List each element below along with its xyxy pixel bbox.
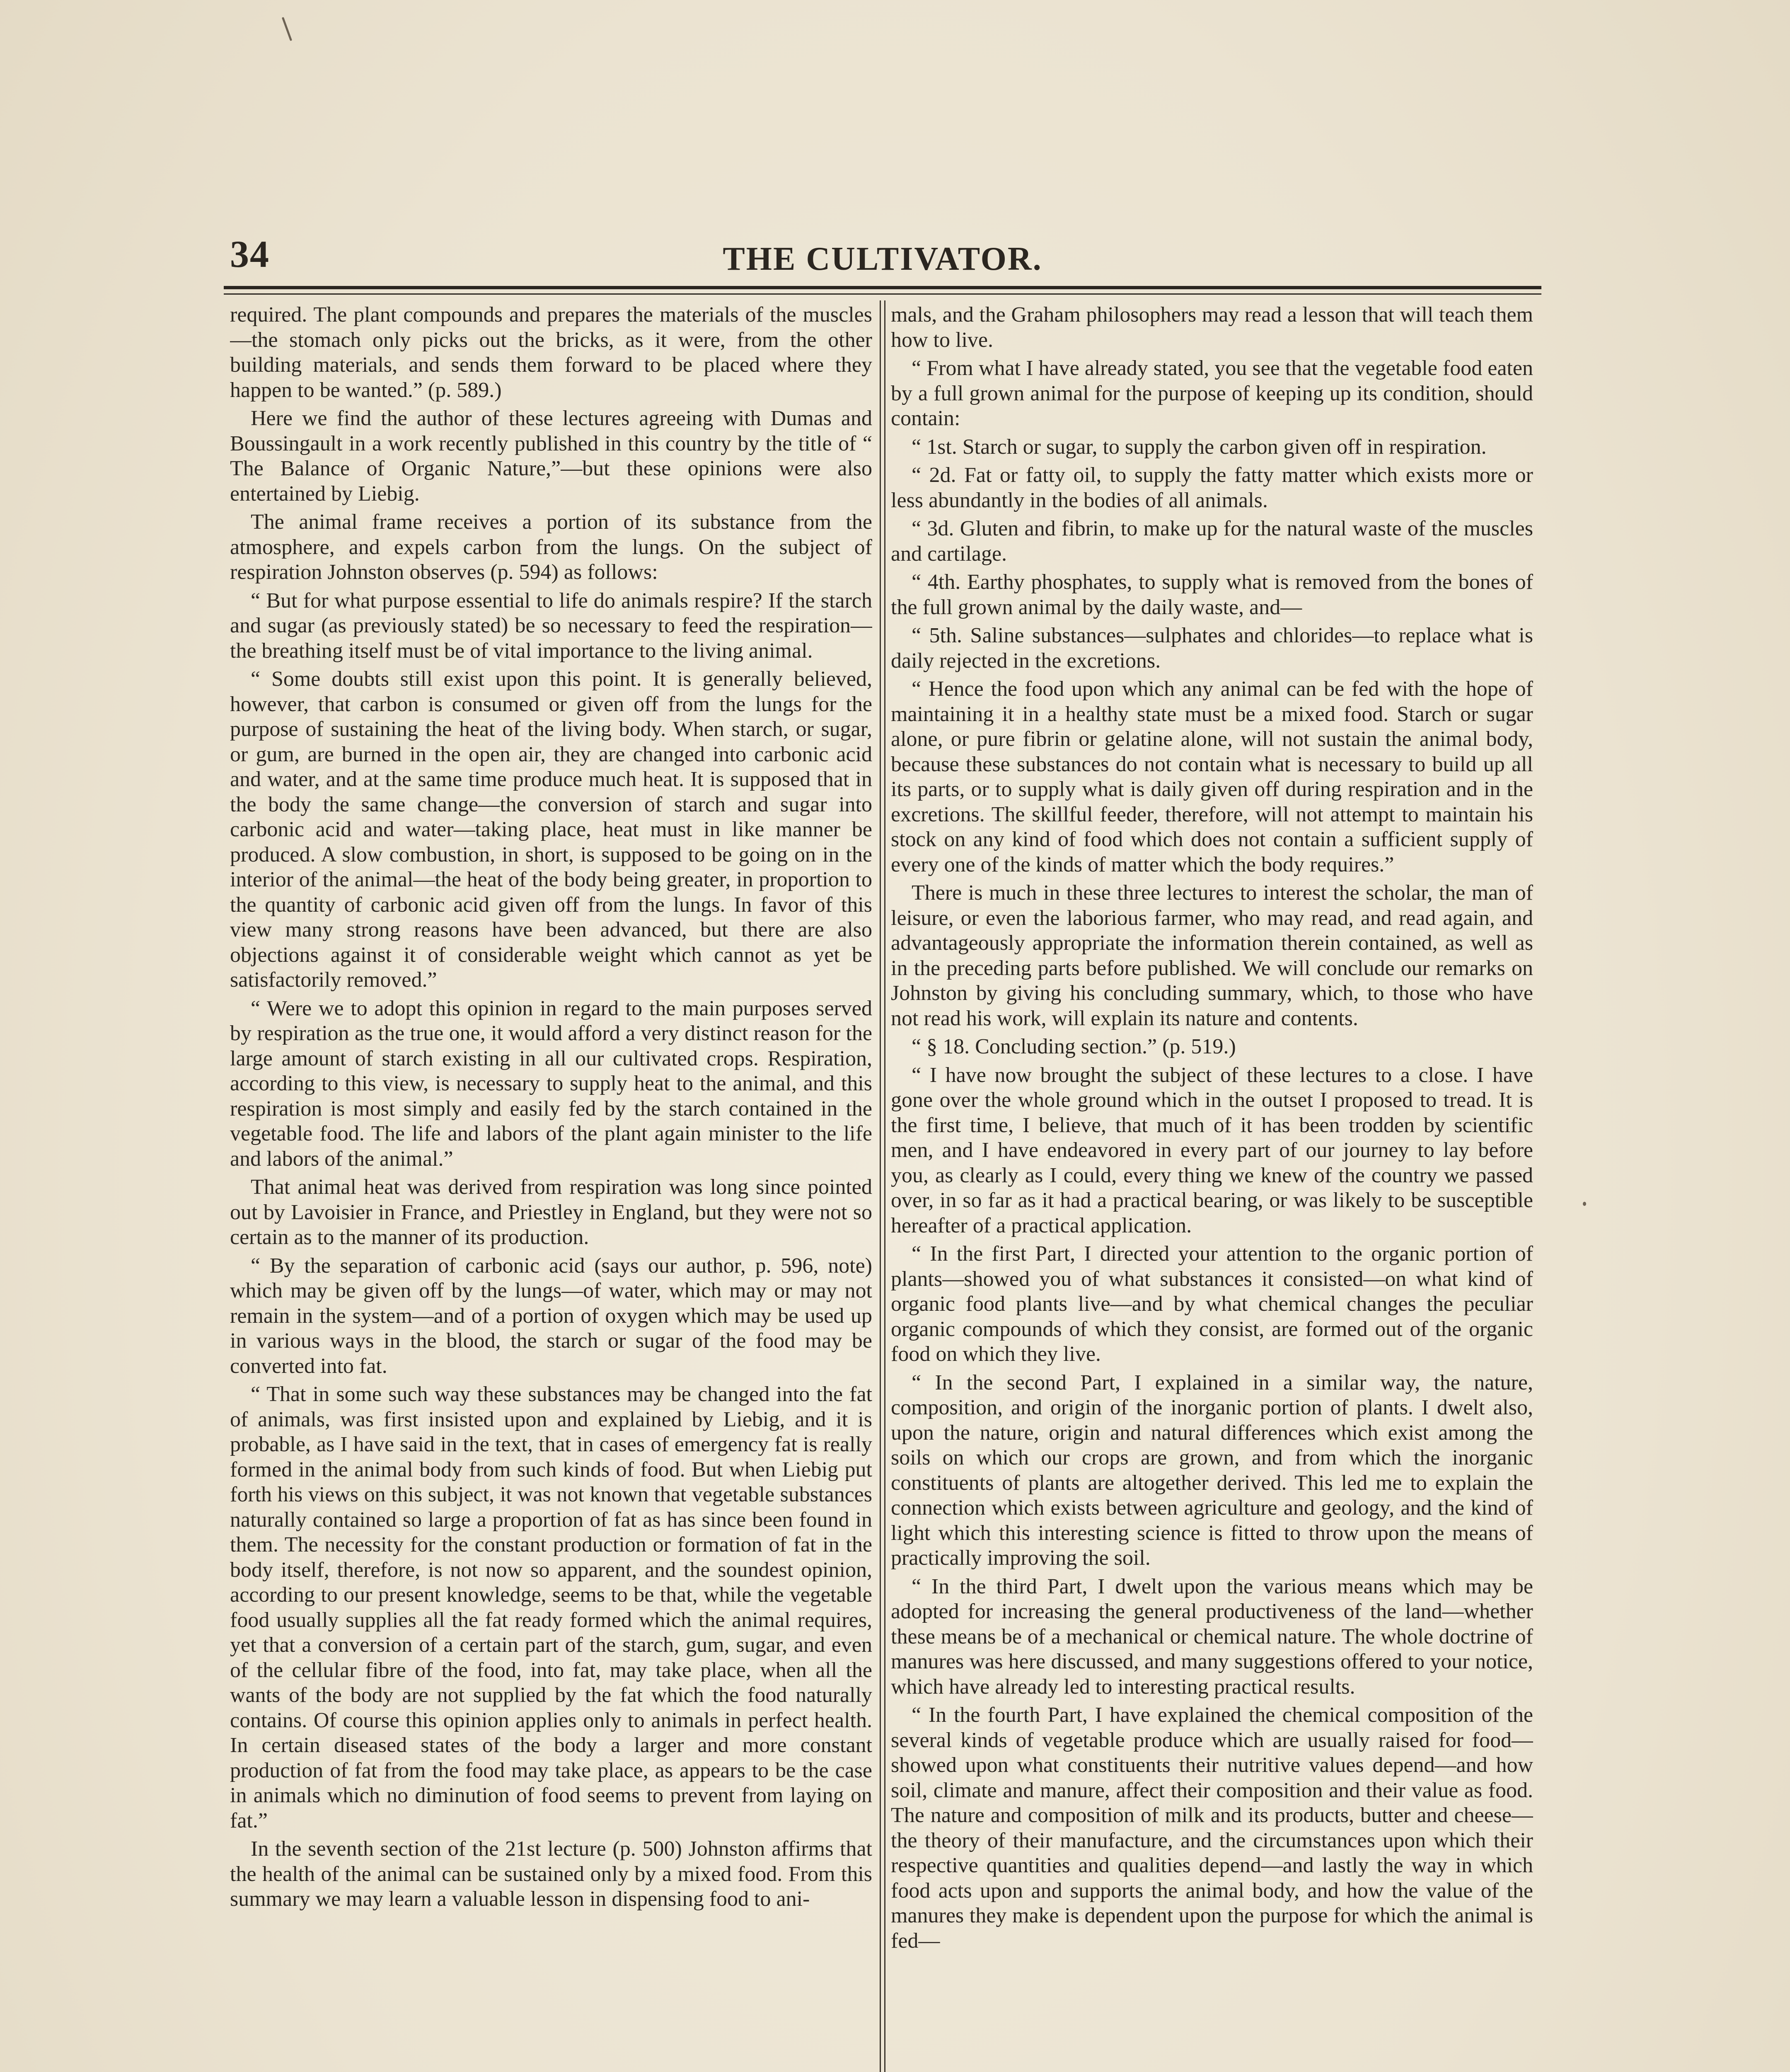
left-paragraph: In the seventh section of the 21st lecture (p. 500) Johnston affirms that the health of the animal can be sustained only by a mixed food. From this summary we may learn a valuable lesson in dispensing food to ani- [230,1837,872,1911]
right-paragraph: “ In the fourth Part, I have explained the chemical composition of the several kinds of vegetable produce which are usually raised for food—showed upon what constituents their nutritive values depend—and how soil, climate and manure, affect their composition and their value as food. The nature and composition of milk and its products, butter and cheese—the theory of their manufacture, and the circumstances upon which their respective quantities and qualities depend—and lastly the way in which food acts upon and supports the animal body, and how the value of the manures they make is dependent upon the purpose for which the animal is fed— [891,1703,1533,1953]
left-paragraph: “ Some doubts still exist upon this point. It is generally believed, however, that carbon is consumed or given off from the lungs for the purpose of sustaining the heat of the living body. When starch, or sugar, or gum, are burned in the open air, they are changed into carbonic acid and water, and at the same time produce much heat. It is supposed that in the body the same change—the conversion of starch and sugar into carbonic acid and water—taking place, heat must in like manner be produced. A slow combustion, in short, is supposed to be going on in the interior of the animal—the heat of the body being greater, in proportion to the quantity of carbonic acid given off from the lungs. In favor of this view many strong reasons have been advanced, but there are also objections against it of considerable weight which cannot as yet be satisfactorily removed.” [230,667,872,992]
left-paragraph: required. The plant compounds and prepares the materials of the muscles—the stomach only picks out the bricks, as it were, from the other building materials, and sends them forward to be placed where they happen to be wanted.” (p. 589.) [230,303,872,402]
left-paragraph: “ That in some such way these substances may be changed into the fat of animals, was first insisted upon and explained by Liebig, and it is probable, as I have said in the text, that in cases of emergency fat is really formed in the animal body from such kinds of food. But when Liebig put forth his views on this subject, it was not known that vegetable substances naturally contained so large a proportion of fat as has since been found in them. The necessity for the constant production or formation of fat in the body itself, therefore, is not now so apparent, and the soundest opinion, according to our present knowledge, seems to be that, while the vegetable food usually supplies all the fat ready formed which the animal requires, yet that a conversion of a certain part of the starch, gum, sugar, and even of the cellular fibre of the food, into fat, may take place, when all the wants of the body are not supplied by the fat which the food naturally contains. Of course this opinion applies only to animals in perfect health. In certain diseased states of the body a larger and more constant production of fat from the food may take place, as appears to be the case in animals which no diminution of food seems to prevent from laying on fat.” [230,1382,872,1832]
paper-speck [1583,1202,1586,1206]
left-column [230,303,872,2072]
right-paragraph: “ Hence the food upon which any animal can be fed with the hope of maintaining it in a healthy state must be a mixed food. Starch or sugar alone, or pure fibrin or gelatine alone, will not sustain the animal body, because these substances do not contain what is necessary to build up all its parts, or to supply what is daily given off during respiration and in the excretions. The skillful feeder, therefore, will not attempt to maintain his stock on any kind of food which does not contain a sufficient supply of every one of the kinds of matter which the body requires.” [891,677,1533,876]
right-paragraph: There is much in these three lectures to interest the scholar, the man of leisure, or even the laborious farmer, who may read, and read again, and advantageously appropriate the information therein contained, as well as in the preceding parts before published. We will conclude our remarks on Johnston by giving his concluding summary, which, to those who have not read his work, will explain its nature and contents. [891,881,1533,1030]
right-paragraph: “ In the third Part, I dwelt upon the various means which may be adopted for increasing the general productiveness of the land—whether these means be of a mechanical or chemical nature. The whole doctrine of manures was here discussed, and many suggestions offered to your notice, which have already led to interesting practical results. [891,1574,1533,1699]
right-paragraph: “ In the second Part, I explained in a similar way, the nature, composition, and origin of the inorganic portion of plants. I dwelt also, upon the nature, origin and natural differences which exist among the soils on which our crops are grown, and from which the inorganic constituents of plants are altogether derived. This led me to explain the connection which exists between agriculture and geology, and the kind of light which this interesting science is fitted to throw upon the means of practically improving the soil. [891,1370,1533,1570]
left-paragraph: “ But for what purpose essential to life do animals respire? If the starch and sugar (as previously stated) be so necessary to feed the respiration—the breathing itself must be of vital importance to the living animal. [230,588,872,663]
right-paragraph: “ 5th. Saline substances—sulphates and chlorides—to replace what is daily rejected in the excretions. [891,624,1533,673]
left-paragraph: The animal frame receives a portion of its substance from the atmosphere, and expels carbon from the lungs. On the subject of respiration Johnston observes (p. 594) as follows: [230,510,872,584]
right-column [891,303,1533,2072]
header-rule-thin [224,293,1541,295]
right-paragraph: “ In the first Part, I directed your attention to the organic portion of plants—showed you of what substances it consisted—on what kind of organic food plants live—and by what chemical changes the peculiar organic compounds of which they consist, are formed out of the organic food on which they live. [891,1242,1533,1366]
running-head-title: THE CULTIVATOR. [723,241,1043,277]
left-paragraph: “ By the separation of carbonic acid (says our author, p. 596, note) which may be given off by the lungs—of water, which may or may not remain in the system—and of a portion of oxygen which may be used up in various ways in the blood, the starch or sugar of the food may be converted into fat. [230,1254,872,1378]
left-paragraph: “ Were we to adopt this opinion in regard to the main purposes served by respiration as the true one, it would afford a very distinct reason for the large amount of starch existing in all our cultivated crops. Respiration, according to this view, is necessary to supply heat to the animal, and this respiration is most simply and easily fed by the starch contained in the vegetable food. The life and labors of the plant again minister to the life and labors of the animal.” [230,996,872,1171]
page-number: 34 [230,233,270,275]
right-paragraph: mals, and the Graham philosophers may read a lesson that will teach them how to live. [891,303,1533,352]
right-paragraph: “ From what I have already stated, you see that the vegetable food eaten by a full grown animal for the purpose of keeping up its condition, should contain: [891,356,1533,430]
right-paragraph: “ 4th. Earthy phosphates, to supply what is removed from the bones of the full grown animal by the daily waste, and— [891,570,1533,619]
header-rule-thick [224,286,1541,289]
right-paragraph: “ I have now brought the subject of these lectures to a close. I have gone over the whole ground which in the outset I proposed to tread. It is the first time, I believe, that much of it has been trodden by scientific men, and I have endeavored in every part of our journey to lay before you, as clearly as I could, every thing we knew of the country we passed over, in so far as it had a practical bearing, or was likely to be susceptible hereafter of a practical application. [891,1063,1533,1237]
paper-speck [282,17,292,41]
right-paragraph: “ § 18. Concluding section.” (p. 519.) [912,1035,1236,1058]
column-divider [880,300,885,2072]
left-paragraph: Here we find the author of these lectures agreeing with Dumas and Boussingault in a work recently published in this country by the title of “ The Balance of Organic Nature,”—but these opinions were also entertained by Liebig. [230,407,872,506]
right-paragraph: “ 1st. Starch or sugar, to supply the carbon given off in respiration. [912,435,1487,459]
right-paragraph: “ 2d. Fat or fatty oil, to supply the fatty matter which exists more or less abundantly in the bodies of all animals. [891,463,1533,512]
right-paragraph: “ 3d. Gluten and fibrin, to make up for the natural waste of the muscles and cartilage. [891,517,1533,566]
page-header [224,224,1541,286]
left-paragraph: That animal heat was derived from respiration was long since pointed out by Lavoisier in France, and Priestley in England, but they were not so certain as to the manner of its production. [230,1175,872,1249]
